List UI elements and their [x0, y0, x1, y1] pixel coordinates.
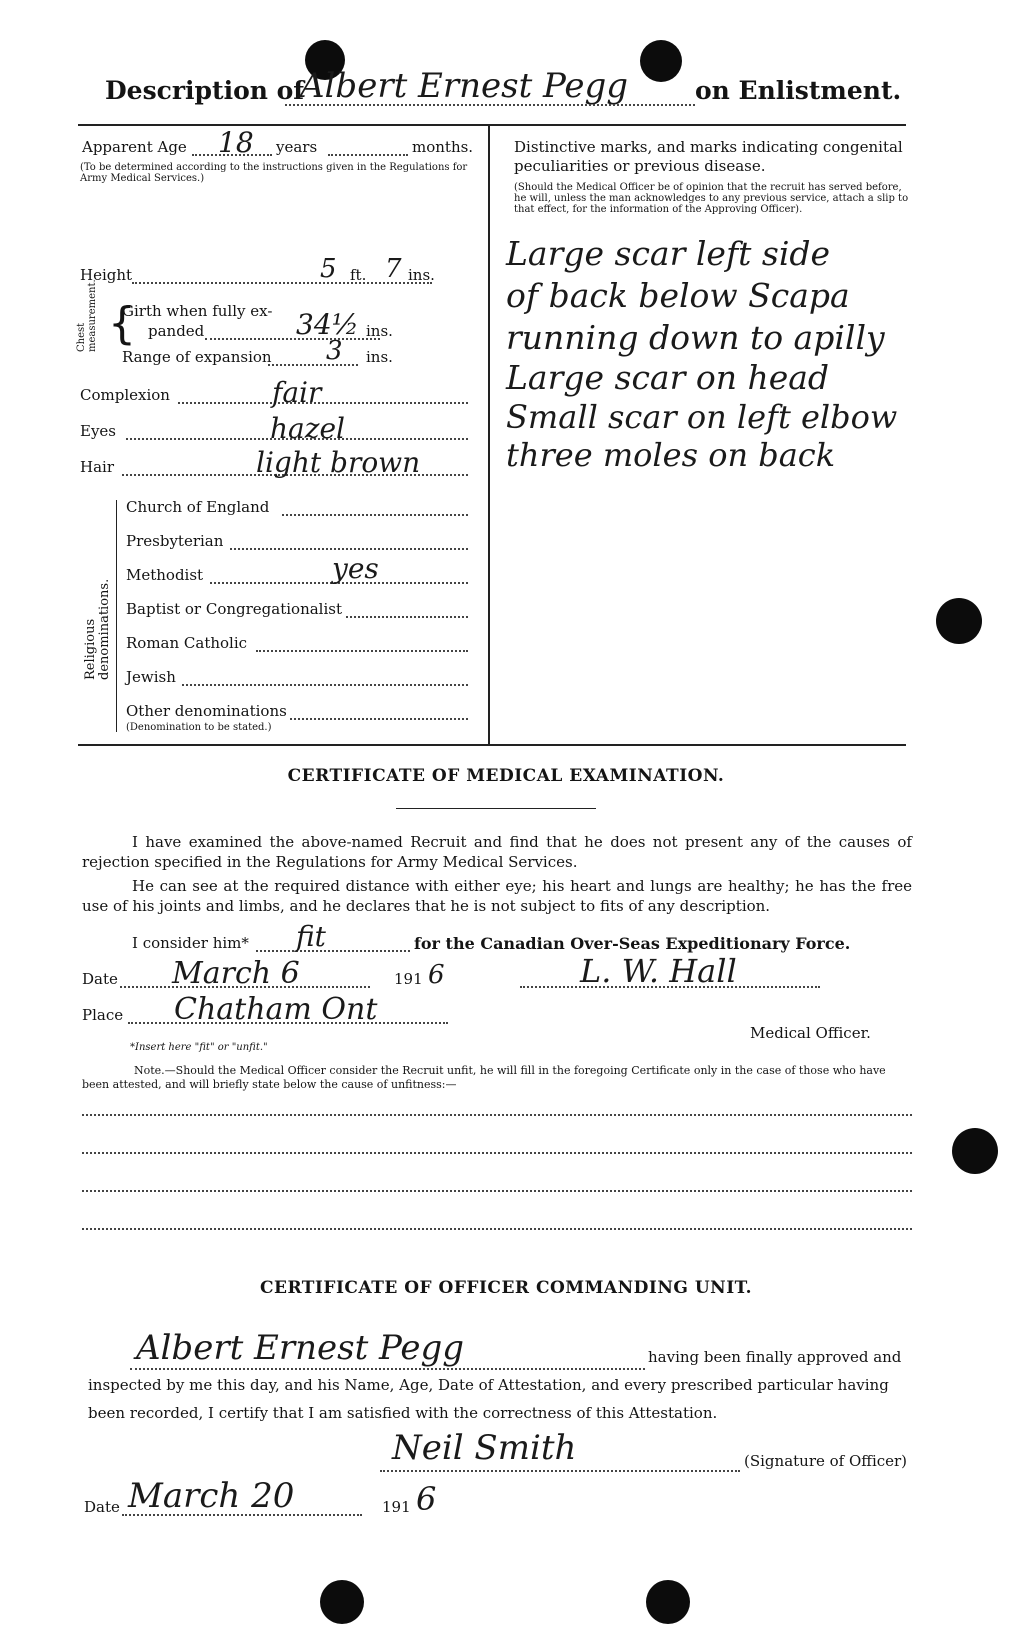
- height-label: Height: [80, 266, 133, 284]
- eyes-value: hazel: [270, 412, 346, 445]
- chest-girth-label-2: panded: [148, 322, 205, 340]
- punch-hole-top-right: [640, 40, 682, 82]
- complexion-value: fair: [272, 376, 322, 409]
- medical-insert-note: *Insert here "fit" or "unfit.": [130, 1042, 268, 1053]
- age-years-line: [192, 154, 272, 156]
- unfitness-line-3: [82, 1190, 912, 1192]
- punch-hole-bottom-right: [646, 1580, 690, 1624]
- religion-jewish: Jewish: [126, 668, 176, 686]
- marks-line-4: Large scar on head: [506, 358, 830, 397]
- complexion-line: [178, 402, 468, 404]
- marks-line-1: Large scar left side: [506, 234, 831, 273]
- punch-hole-right-2: [952, 1128, 998, 1174]
- marks-note: (Should the Medical Officer be of opinion that the recruit has served before, he will, unless the man acknowledges to any previous service, attach a slip to that effect, for the information of the Approving Officer).: [514, 182, 909, 215]
- medical-year-hand: 6: [428, 960, 445, 990]
- hair-label: Hair: [80, 458, 114, 476]
- chest-range-label: Range of expansion: [122, 348, 272, 366]
- religion-line-3: [346, 616, 468, 618]
- medical-year-printed: 191: [394, 970, 423, 988]
- religion-other: Other denominations: [126, 702, 287, 720]
- chest-range-value: 3: [326, 336, 343, 366]
- religion-line-5: [182, 684, 468, 686]
- commanding-text-1: having been finally approved and: [648, 1348, 902, 1366]
- marks-line-5: Small scar on left elbow: [506, 398, 898, 436]
- commanding-signature-label: (Signature of Officer): [744, 1452, 908, 1470]
- marks-line-6: three moles on back: [506, 436, 836, 474]
- religion-other-note: (Denomination to be stated.): [126, 722, 272, 733]
- commanding-title: CERTIFICATE OF OFFICER COMMANDING UNIT.: [259, 1278, 753, 1298]
- commanding-signature: Neil Smith: [392, 1428, 577, 1468]
- age-months-line: [328, 154, 408, 156]
- commanding-year-printed: 191: [382, 1498, 411, 1516]
- religion-church-of-england: Church of England: [126, 498, 270, 516]
- chest-girth-unit: ins.: [366, 322, 393, 340]
- age-months-label: months.: [412, 138, 474, 156]
- unfitness-line-2: [82, 1152, 912, 1154]
- medical-place-value: Chatham Ont: [174, 992, 378, 1027]
- age-label: Apparent Age: [82, 138, 187, 156]
- religion-baptist: Baptist or Congregationalist: [126, 600, 342, 618]
- commanding-text-3: been recorded, I certify that I am satisfied with the correctness of this Attestation.: [88, 1404, 718, 1422]
- religion-presbyterian: Presbyterian: [126, 532, 224, 550]
- medical-date-label: Date: [82, 970, 118, 988]
- unfitness-line-1: [82, 1114, 912, 1116]
- religion-line-4: [256, 650, 468, 652]
- chest-range-unit: ins.: [366, 348, 393, 366]
- medical-consider-label: I consider him*: [132, 934, 249, 952]
- age-years-label: years: [276, 138, 318, 156]
- height-inches-value: 7: [385, 254, 402, 284]
- column-divider: [488, 124, 490, 744]
- marks-line-3: running down to apilly: [506, 318, 885, 357]
- commanding-date-value: March 20: [128, 1476, 295, 1516]
- medical-signature: L. W. Hall: [580, 952, 737, 990]
- top-rule: [78, 124, 906, 126]
- religion-line-6: [290, 718, 468, 720]
- height-feet-value: 5: [320, 254, 337, 284]
- commanding-name-line: [130, 1368, 645, 1370]
- medical-note: Note.—Should the Medical Officer consider the Recruit unfit, he will fill in the foregoing Certificate only in the case of those who have been attested, and will briefly state below the cause of unfitness:—: [82, 1064, 886, 1091]
- religion-side-label: Religious denominations.: [83, 578, 112, 680]
- complexion-label: Complexion: [80, 386, 170, 404]
- hair-value: light brown: [256, 446, 421, 479]
- height-feet-label: ft.: [350, 266, 367, 284]
- age-note: (To be determined according to the instructions given in the Regulations for Army Medical Services.): [80, 162, 468, 184]
- medical-title: CERTIFICATE OF MEDICAL EXAMINATION.: [287, 766, 725, 786]
- header-prefix: Description of: [105, 76, 305, 105]
- commanding-signature-line: [380, 1470, 740, 1472]
- commanding-text-2: inspected by me this day, and his Name, Age, Date of Attestation, and every prescribed particular having: [88, 1376, 889, 1394]
- medical-para2: He can see at the required distance with either eye; his heart and lungs are healthy; he has the free use of his joints and limbs, and he declares that he is not subject to fits of any description.: [82, 877, 912, 915]
- age-years-value: 18: [218, 126, 254, 159]
- punch-hole-right-1: [936, 598, 982, 644]
- medical-consider-line: [256, 950, 410, 952]
- section-rule: [78, 744, 906, 746]
- medical-consider-value: fit: [296, 920, 326, 953]
- religion-line-1: [230, 548, 468, 550]
- chest-girth-value: 34½: [296, 308, 359, 341]
- religion-bracket: [116, 500, 117, 732]
- unfitness-line-4: [82, 1228, 912, 1230]
- punch-hole-bottom-left: [320, 1580, 364, 1624]
- commanding-year-hand: 6: [416, 1480, 437, 1518]
- medical-place-label: Place: [82, 1006, 124, 1024]
- religion-line-0: [282, 514, 468, 516]
- medical-force-label: for the Canadian Over-Seas Expeditionary Force.: [414, 934, 851, 953]
- religion-methodist: Methodist: [126, 566, 204, 584]
- commanding-date-label: Date: [84, 1498, 120, 1516]
- chest-range-line: [268, 364, 358, 366]
- header-name: Albert Ernest Pegg: [300, 66, 629, 106]
- height-inches-label: ins.: [408, 266, 435, 284]
- medical-date-value: March 6: [172, 956, 300, 991]
- chest-side-label: Chest measurement.: [76, 279, 98, 352]
- commanding-name-value: Albert Ernest Pegg: [136, 1328, 465, 1368]
- religion-roman-catholic: Roman Catholic: [126, 634, 248, 652]
- eyes-label: Eyes: [80, 422, 116, 440]
- religion-methodist-value: yes: [332, 552, 379, 585]
- header-suffix: on Enlistment.: [695, 76, 902, 105]
- chest-brace: {: [108, 298, 136, 349]
- marks-heading: Distinctive marks, and marks indicating congenital peculiarities or previous disease.: [514, 138, 903, 175]
- header-name-line: [285, 104, 695, 106]
- medical-officer-label: Medical Officer.: [750, 1024, 871, 1042]
- medical-title-rule: [396, 808, 596, 809]
- medical-para1: I have examined the above-named Recruit and find that he does not present any of the causes of rejection specified in the Regulations for Army Medical Services.: [82, 833, 912, 871]
- chest-girth-label-1: Girth when fully ex-: [122, 302, 273, 320]
- marks-line-2: of back below Scapa: [506, 276, 850, 315]
